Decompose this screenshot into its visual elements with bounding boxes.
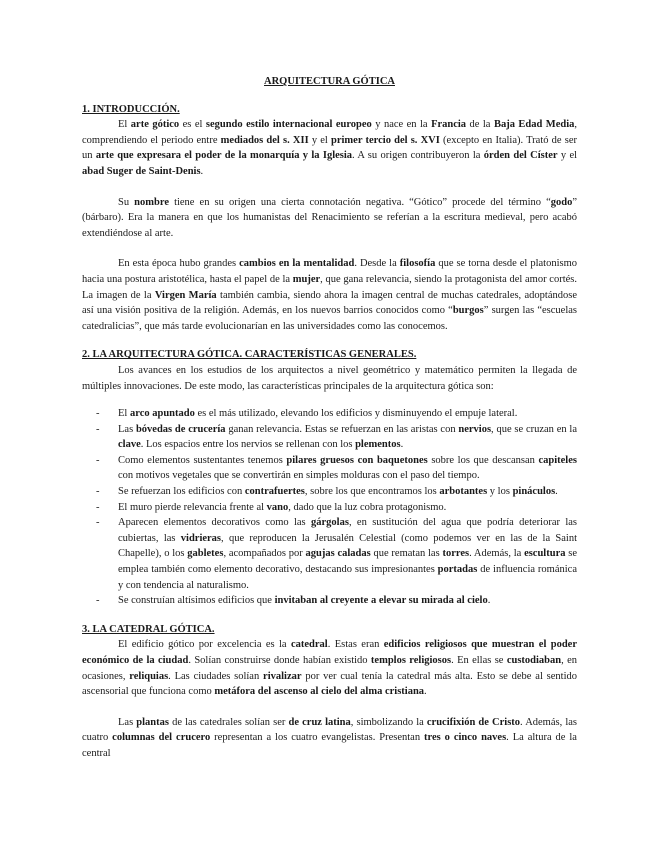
bold-term: arte que expresara el poder de la monarquía y la Iglesia <box>95 150 353 162</box>
list-item <box>82 453 577 484</box>
list-item-text: Se refuerzan los edificios con contrafuertes, sobre los que encontramos los arbotantes y los pináculos. <box>118 486 558 498</box>
bullet-dash: - <box>96 595 100 607</box>
list-item <box>82 500 577 516</box>
bold-term: agujas caladas <box>305 548 371 560</box>
intro-paragraph-3: En esta época hubo grandes cambios en la mentalidad. Desde la filosofía que se torna desde el platonismo hacia una postura aristotélica, hasta el papel de la mujer, que gana relevancia, siendo la protagonista del amor cortés. La imagen de la Virgen María también cambia, siendo ahora la imagen central de muchas catedrales, adoptándose así una visión positiva de la religión. Además, en los nuevos barrios conocidos como “burgos” surgen las “escuelas catedralicias”, que más tarde evolucionarían en las universidades como las conocemos. <box>82 258 578 332</box>
bold-term: reliquias <box>129 670 169 682</box>
bold-term: burgos <box>452 305 484 317</box>
list-item-text: Se construían altísimos edificios que invitaban al creyente a elevar su mirada al cielo. <box>118 595 491 607</box>
list-item-text: Las bóvedas de crucería ganan relevancia. Estas se refuerzan en las aristas con nervios, que se cruzan en la clave. Los espacios entre los nervios se rellenan con los plementos. <box>118 423 577 451</box>
list-item <box>82 484 577 500</box>
bold-term: bóvedas de crucería <box>135 423 226 435</box>
bold-term: torres <box>442 548 470 560</box>
bold-term: nervios <box>458 423 492 435</box>
list-item-text: El muro pierde relevancia frente al vano, dado que la luz cobra protagonismo. <box>118 501 447 513</box>
bold-term: plementos <box>355 439 401 451</box>
section-heading-catedral: 3. LA CATEDRAL GÓTICA. <box>82 623 215 635</box>
bullet-dash: - <box>96 501 100 513</box>
bold-term: rivalizar <box>263 670 302 682</box>
bullet-dash: - <box>96 423 100 435</box>
caracteristicas-list <box>82 406 577 609</box>
bold-term: abad Suger de Saint-Denis <box>82 165 201 177</box>
bold-term: plantas <box>136 716 169 728</box>
list-item-text: Aparecen elementos decorativos como las gárgolas, en sustitución del agua que podría deteriorar las cubiertas, las vidrieras, que reproducen la Jerusalén Celestial (como podemos ver en las de la Saint Chapelle), o los gabletes, acompañados por agujas caladas que rematan las torres. Además, la escultura se emplea también como elemento decorativo, destacando sus impresionantes portadas de influencia románica y con tendencia al naturalismo. <box>118 517 578 591</box>
bold-term: escultura <box>524 548 566 560</box>
bold-term: primer tercio del s. XVI <box>331 134 440 146</box>
bold-term: de cruz latina <box>288 716 351 728</box>
bold-term: contrafuertes <box>244 486 305 498</box>
list-item <box>82 515 577 593</box>
intro-paragraph-1: El arte gótico es el segundo estilo internacional europeo y nace en la Francia de la Baja Edad Media, comprendiendo el periodo entre mediados del s. XII y el primer tercio del s. XVI (excepto en Italia). Trató de ser un arte que expresara el poder de la monarquía y la Iglesia. A su origen contribuyeron la órden del Císter y el abad Suger de Saint-Denis. <box>82 119 578 177</box>
bold-term: Francia <box>431 119 467 131</box>
bold-term: edificios religiosos que muestran el poder económico de la ciudad <box>82 639 578 666</box>
bold-term: Baja Edad Media <box>493 119 575 131</box>
bullet-dash: - <box>96 486 100 498</box>
bold-term: portadas <box>437 564 478 576</box>
section-heading-caracteristicas: 2. LA ARQUITECTURA GÓTICA. CARACTERÍSTICAS GENERALES. <box>82 349 417 361</box>
bold-term: tres o cinco naves <box>424 732 507 744</box>
list-item-text: El arco apuntado es el más utilizado, elevando los edificios y disminuyendo el empuje lateral. <box>118 408 518 420</box>
catedral-paragraph-1: El edificio gótico por excelencia es la catedral. Estas eran edificios religiosos que muestran el poder económico de la ciudad. Solían construirse donde habían existido templos religiosos. En ellas se custodiaban, en ocasiones, reliquias. Las ciudades solían rivalizar por ver cual tenía la catedral más alta. Esto se debe al sentido ascensorial que funciona como metáfora del ascenso al cielo del alma cristiana. <box>82 639 578 698</box>
bold-term: arte gótico <box>130 119 180 131</box>
bold-term: clave <box>118 439 141 451</box>
bold-term: godo <box>550 196 573 208</box>
intro-paragraph-2: Su nombre tiene en su origen una cierta connotación negativa. “Gótico” procede del término “godo” (bárbaro). Era la manera en que los humanistas del Renacimiento se referían a la escritura medieval, pero acabó extendiéndose al arte. <box>82 196 577 239</box>
bullet-dash: - <box>96 517 100 529</box>
list-item-text: Como elementos sustentantes tenemos pilares gruesos con baquetones sobre los que descansan capiteles con motivos vegetales que se convertirán en simples molduras con el paso del tiempo. <box>118 454 577 482</box>
bold-term: vidrieras <box>180 532 222 544</box>
bold-term: segundo estilo internacional europeo <box>205 119 372 131</box>
bold-term: órden del Císter <box>483 150 558 162</box>
section-heading-introduccion: 1. INTRODUCCIÓN. <box>82 103 180 115</box>
caracteristicas-intro-paragraph: Los avances en los estudios de los arquitectos a nivel geométrico y matemático permiten la llegada de múltiples innovaciones. De este modo, las características principales de la arquitectura gótica son: <box>82 364 577 392</box>
bold-term: mujer <box>292 273 321 285</box>
bold-term: filosofía <box>399 258 436 270</box>
bold-term: metáfora del ascenso al cielo del alma cristiana <box>214 686 425 698</box>
bold-term: nombre <box>134 196 169 208</box>
bold-term: mediados del s. XII <box>220 134 309 146</box>
list-item <box>82 422 577 453</box>
list-item <box>82 593 577 609</box>
bullet-dash: - <box>96 408 100 420</box>
bold-term: arco apuntado <box>129 408 195 420</box>
bold-term: cambios en la mentalidad <box>239 258 355 270</box>
bold-term: templos religiosos <box>370 655 452 666</box>
list-item <box>82 406 577 422</box>
document-title: ARQUITECTURA GÓTICA <box>264 76 395 87</box>
bold-term: capiteles <box>538 454 577 466</box>
bold-term: Virgen María <box>154 289 217 301</box>
bold-term: gabletes <box>187 548 224 560</box>
bold-term: vano <box>266 501 289 513</box>
catedral-paragraph-2: Las plantas de las catedrales solían ser de cruz latina, simbolizando la crucifixión de Cristo. Además, las cuatro columnas del crucero representan a los cuatro evangelistas. Presentan tres o cinco naves. La altura de la central <box>82 716 578 759</box>
bold-term: gárgolas <box>311 517 349 529</box>
bold-term: catedral <box>290 639 328 651</box>
bold-term: arbotantes <box>439 486 488 498</box>
bold-term: pilares gruesos con baquetones <box>286 454 428 466</box>
bold-term: custodiaban <box>506 655 562 666</box>
bold-term: pináculos <box>512 486 556 498</box>
bold-term: columnas del crucero <box>112 732 211 744</box>
bold-term: invitaban al creyente a elevar su mirada al cielo <box>274 595 488 607</box>
bullet-dash: - <box>96 454 100 466</box>
bold-term: crucifixión de Cristo <box>426 716 521 728</box>
